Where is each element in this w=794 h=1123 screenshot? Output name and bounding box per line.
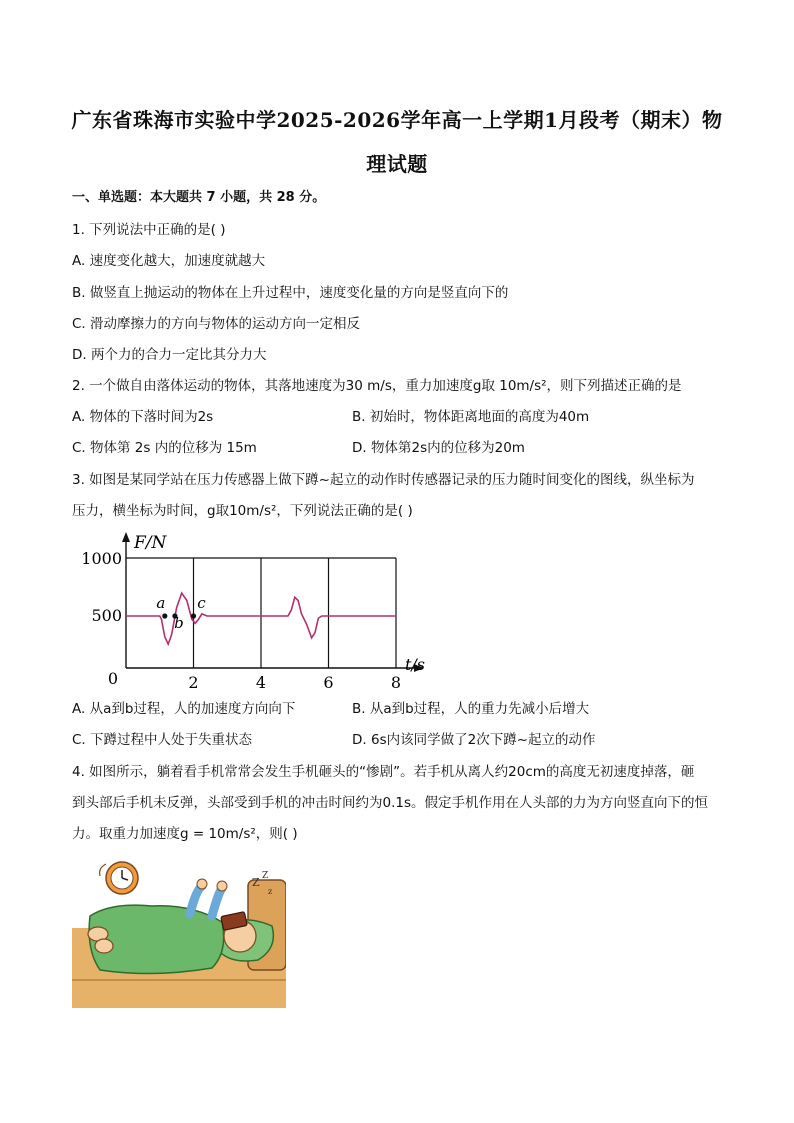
page-title xyxy=(60,98,734,186)
y-axis-label: F/N xyxy=(134,533,167,553)
chart-point-label: b xyxy=(174,614,184,632)
q2-option-c: C. 物体第 2s 内的位移为 15m xyxy=(72,440,257,456)
q4-stem-line-1: 4. 如图所示，躺着看手机常常会发生手机砸头的“惨剧”。若手机从离人约20cm的高度无初速度掉落，砸 xyxy=(72,764,695,780)
q3-option-b: B. 从a到b过程，人的重力先减小后增大 xyxy=(352,701,590,717)
chart-point-a xyxy=(162,613,167,618)
force-time-chart xyxy=(70,528,430,693)
x-tick-label: 4 xyxy=(255,673,267,692)
x-tick-label: 8 xyxy=(390,673,402,692)
q2-option-a: A. 物体的下落时间为2s xyxy=(72,409,214,425)
q2-stem: 2. 一个做自由落体运动的物体，其落地速度为30 m/s，重力加速度g取 10m/s²，则下列描述正确的是 xyxy=(72,378,682,394)
chart-ticks xyxy=(81,549,401,692)
chart-point-label: a xyxy=(156,594,166,612)
phone-falling-illustration xyxy=(72,860,286,1008)
q3-stem-line-2: 压力，横坐标为时间，g取10m/s²，下列说法正确的是( ) xyxy=(72,503,413,519)
q4-stem-line-3: 力。取重力加速度g = 10m/s²，则( ) xyxy=(72,826,298,842)
x-tick-label: 6 xyxy=(323,673,334,692)
q1-stem: 1. 下列说法中正确的是( ) xyxy=(72,222,226,238)
q3-option-d: D. 6s内该同学做了2次下蹲~起立的动作 xyxy=(352,732,596,748)
chart-point-label: c xyxy=(197,594,206,612)
q2-option-b: B. 初始时，物体距离地面的高度为40m xyxy=(352,409,590,425)
q1-option-b: B. 做竖直上抛运动的物体在上升过程中，速度变化量的方向是竖直向下的 xyxy=(72,285,509,301)
q1-option-c: C. 滑动摩擦力的方向与物体的运动方向一定相反 xyxy=(72,316,361,332)
x-tick-label: 2 xyxy=(188,673,199,692)
snore-icon: Z xyxy=(252,876,260,889)
q1-option-d: D. 两个力的合力一定比其分力大 xyxy=(72,347,267,363)
y-tick-label: 0 xyxy=(107,669,118,688)
chart-point-c xyxy=(191,613,196,618)
q2-option-d: D. 物体第2s内的位移为20m xyxy=(352,440,525,456)
svg-text:Z: Z xyxy=(262,871,269,881)
y-axis-arrow-icon xyxy=(122,532,130,542)
q3-stem-line-1: 3. 如图是某同学站在压力传感器上做下蹲~起立的动作时传感器记录的压力随时间变化的图线，纵坐标为 xyxy=(72,472,695,488)
q3-option-c: C. 下蹲过程中人处于失重状态 xyxy=(72,732,253,748)
chart-points xyxy=(156,594,206,632)
q3-option-a: A. 从a到b过程，人的加速度方向向下 xyxy=(72,701,296,717)
x-axis-label: t/s xyxy=(404,655,425,674)
title-line-1: 广东省珠海市实验中学2025-2026学年高一上学期1月段考（期末）物 xyxy=(71,108,723,132)
q1-option-a: A. 速度变化越大，加速度就越大 xyxy=(72,253,266,269)
chart-frame xyxy=(122,532,424,672)
y-tick-label: 1000 xyxy=(81,549,122,568)
svg-text:z: z xyxy=(268,887,273,896)
q4-stem-line-2: 到头部后手机未反弹，头部受到手机的冲击时间约为0.1s。假定手机作用在人头部的力为方向竖直向下的恒 xyxy=(72,795,709,811)
title-line-2: 理试题 xyxy=(366,152,428,176)
blanket-icon xyxy=(89,905,224,973)
y-tick-label: 500 xyxy=(91,606,122,625)
section-heading: 一、单选题：本大题共 7 小题，共 28 分。 xyxy=(72,190,326,205)
